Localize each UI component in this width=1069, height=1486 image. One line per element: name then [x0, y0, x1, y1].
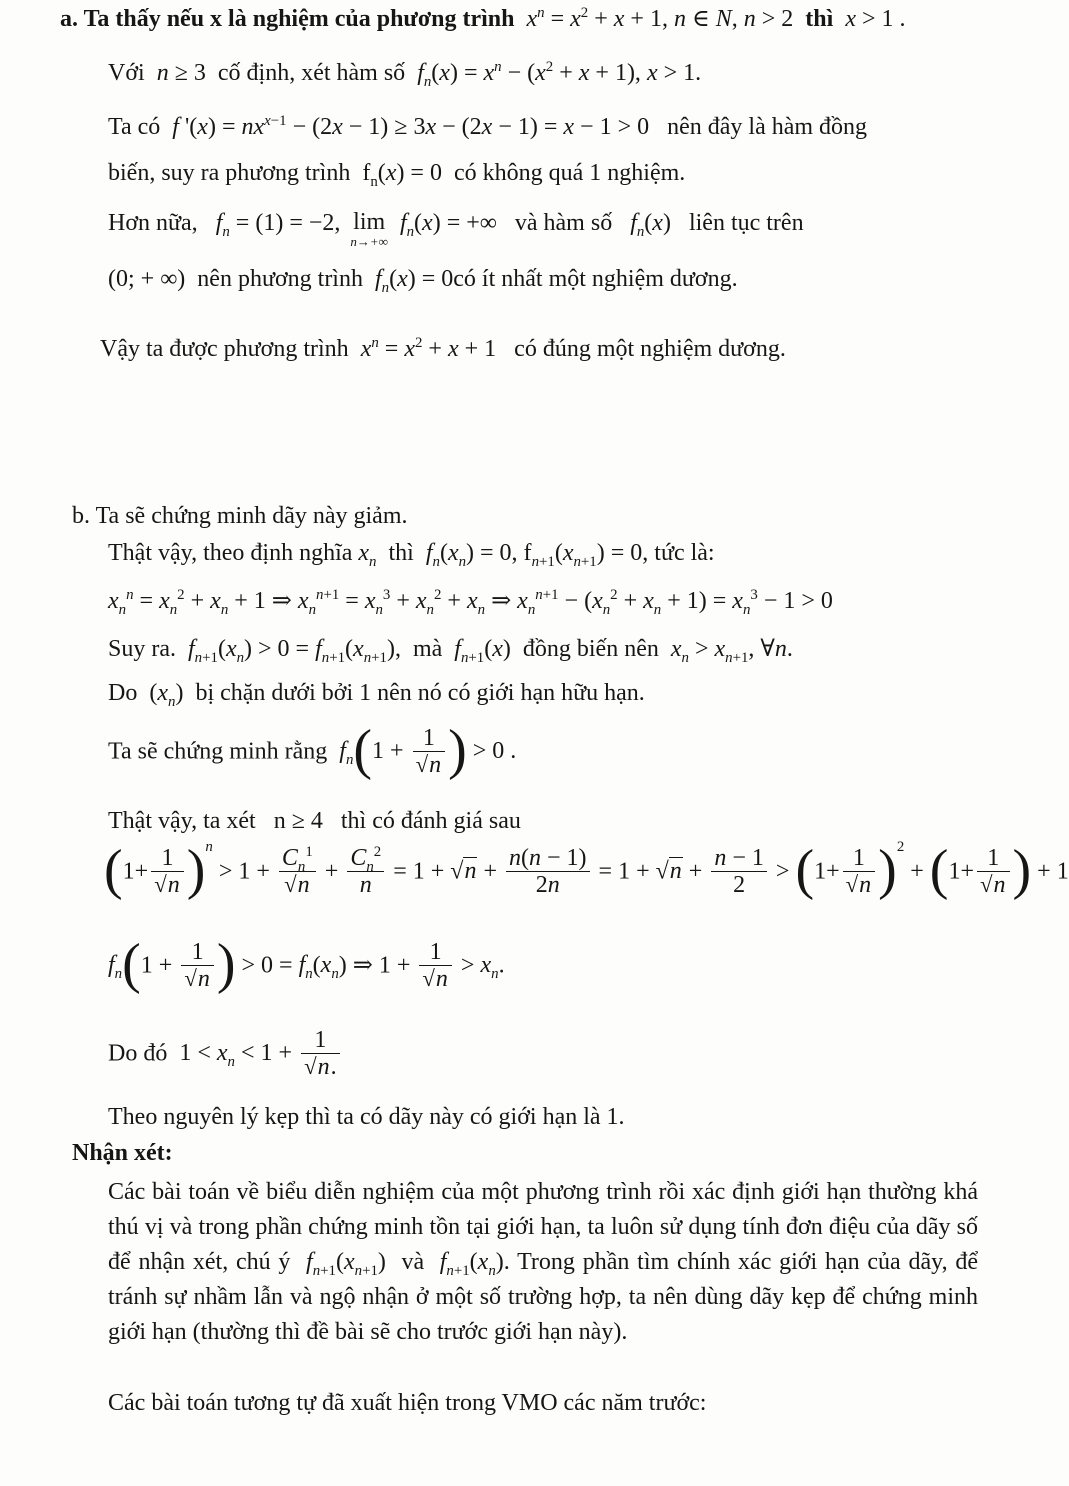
bound-implication: $f_n(1$ + $\frac{1}{√n}$ ) > $0 = f_n(x_n)$ ⇒ 1 + $\frac{1}{√n}$ > $x_n$.: [108, 932, 505, 995]
limit-value: $f_n(x)$ = +∞: [399, 210, 509, 240]
n-ge-4: n ≥ 4: [261, 808, 335, 834]
part-b-indeed-def: Thật vậy, theo định nghĩa: [108, 540, 353, 566]
part-b-title: b. Ta sẽ chứng minh dãy này giảm.: [72, 503, 408, 529]
part-b-therefore-text: Do đó: [108, 1040, 168, 1067]
remark-paragraph-2: Các bài toán tương tự đã xuất hiện trong VMO các năm trước:: [108, 1390, 707, 1416]
part-b-therefore: [108, 1028, 343, 1082]
part-a-line4-end: có không quá 1 nghiệm.: [453, 160, 686, 186]
condition-x-gt-1: x > 1 .: [845, 6, 906, 32]
part-b-indeed-consider: Thật vậy, ta xét: [108, 808, 256, 834]
squeeze-bounds: $1 < x_n < 1$ + $\frac{1}{√n.}$: [173, 1040, 342, 1066]
remark-p1-and: và: [401, 1249, 425, 1275]
part-b-line-7: [108, 808, 521, 836]
part-b-but: mà: [412, 636, 443, 662]
remark-title: Nhận xét:: [72, 1140, 173, 1166]
equation-f-n-zero: $f_n(x) = 0$: [356, 160, 448, 190]
part-a-line-5: [108, 210, 804, 248]
part-a-we-have: Ta có: [108, 114, 161, 140]
part-b-bounded-start: Do: [108, 680, 138, 706]
part-a-line4-start: biến, suy ra phương trình: [108, 160, 351, 186]
derivative-inequality: f '$(x) = nx^{x-1} - (2x - 1) \ge 3x - (2x - 1) = x - 1 > 0$: [172, 113, 662, 140]
part-a-line-2: [108, 60, 701, 88]
part-b-prove-that: Ta sẽ chứng minh rằng: [108, 738, 328, 765]
interval-0-inf: (0; + ∞): [108, 266, 192, 292]
remark-p1-lead: Các bài toán về biểu diễn nghiệm của một phương trình rồi xác định giới hạn thường khá thú vị và trong phần chứng minh tồn tại giới hạn, ta luôn sử dụng tính đơn điệu của dãy số để nhận xét, chú ý: [108, 1179, 978, 1275]
f-n-at-1: $f_n = (1) = -2$,: [215, 210, 341, 240]
limit-expression: lim n→+∞: [350, 209, 388, 250]
remark-p1-rest: . Trong phần tìm chính xác giới hạn của dãy, để tránh sự nhầm lẫn và ngộ nhận ở một số trường hợp, ta nên dùng dãy kẹp để chứng minh giới hạn (thường thì đề bài sẽ cho trước giới hạn này).: [108, 1249, 979, 1345]
part-a-line-3: [108, 114, 867, 142]
n-ge-3: n ≥ 3: [156, 60, 212, 86]
remark-paragraph-1: [108, 1175, 978, 1350]
part-a-and-func: và hàm số: [514, 210, 613, 236]
f-n-x: $f_n(x)$: [630, 210, 683, 240]
part-b-line-2: [108, 540, 715, 568]
f-n1-x-n: $f_{n+1}(x_n)$: [439, 1249, 504, 1279]
definition-equations: $f_n(x_n) = 0$, $f_{n+1}(x_{n+1}) = 0$: [425, 540, 643, 570]
part-b-bounded-end: bị chặn dưới bởi 1 nên nó có giới hạn hữu hạn.: [195, 680, 645, 706]
part-b-derivation: $x_n^n = x_n^2 + x_n + 1$ ⇒ $x_n^{n+1} = x_n^3 + x_n^2 + x_n$ ⇒ $x_n^{n+1} - (x_n^2 + x_n + 1) = x_n^3 - 1 > 0$: [108, 587, 833, 618]
equation-f-n-zero-2: $f_n(x) = 0$: [374, 266, 454, 296]
part-a-moreover: Hơn nữa,: [108, 210, 198, 236]
part-b-line-5: [108, 680, 645, 708]
decreasing-result: $x_n > x_{n+1}$, ∀n.: [670, 636, 793, 666]
part-b-that-is: , tức là:: [642, 540, 715, 566]
part-a-conclusion: [100, 336, 786, 364]
function-f-n-definition: $f_n(x) = x^n - (x^2 + x + 1)$, x > 1.: [417, 59, 702, 90]
part-a-conclusion-start: Vậy ta được phương trình: [100, 336, 349, 362]
f-n1-x-n1: $f_{n+1}(x_{n+1})$: [306, 1249, 394, 1279]
part-b-line-4: [108, 636, 793, 664]
part-b-estimate: thì có đánh giá sau: [340, 808, 521, 834]
equation-x-n-2: $x^n = x^2 + x + 1$: [360, 335, 509, 362]
part-a-line-6: [108, 266, 738, 294]
part-a-line-1: [60, 6, 906, 34]
part-a-increasing: nên đây là hàm đồng: [667, 114, 868, 140]
part-b-hence: Suy ra.: [108, 636, 176, 662]
part-a-with: Với: [108, 60, 145, 86]
part-b-then: thì: [388, 540, 414, 566]
part-a-continuous: liên tục trên: [688, 210, 804, 236]
f-n-plus-1: $f_{n+1}(x)$: [454, 636, 517, 666]
part-a-line6-end: nên phương trình: [197, 266, 363, 292]
part-a-line-4: [108, 160, 685, 188]
part-b-increasing: đồng biến nên: [522, 636, 659, 662]
binomial-estimate: (1+ $\frac{1}{√n}$ )$^n$ > 1 + $\frac{C_n^1}{√n}$ + $\frac{C_n^2}{n}$ = 1 + √n + $\frac{n(n - 1)}{2n}$ = 1 + √n + $\frac{n - 1}{2}$ > (1+ $\frac{1}{√n}$ )$^2$ + (1+ $\frac{1}{√n}$ ) + 1: [104, 838, 1069, 901]
part-a-fixed: cố định, xét hàm số: [217, 60, 406, 86]
part-a-then: thì: [805, 6, 834, 32]
sequence-x-n: $(x_n)$: [143, 680, 190, 710]
part-a-conclusion-end: có đúng một nghiệm dương.: [514, 336, 786, 362]
part-a-line6-tail: có ít nhất một nghiệm dương.: [453, 266, 738, 292]
equation-x-n: $x^n = x^2 + x + 1$, n ∈ N, n > 2: [526, 5, 800, 32]
x-n-symbol: $x_n$: [358, 540, 377, 570]
part-b-line-6: [108, 718, 517, 781]
part-a-intro: a. Ta thấy nếu x là nghiệm của phương trình: [60, 6, 515, 32]
claim-inequality: $f_n(1$ + $\frac{1}{√n}$ ) > 0 .: [339, 718, 517, 781]
part-b-squeeze: Theo nguyên lý kẹp thì ta có dãy này có giới hạn là 1.: [108, 1104, 625, 1130]
monotone-inequality: $f_{n+1}(x_n) > 0 = f_{n+1}(x_{n+1})$,: [188, 636, 407, 666]
